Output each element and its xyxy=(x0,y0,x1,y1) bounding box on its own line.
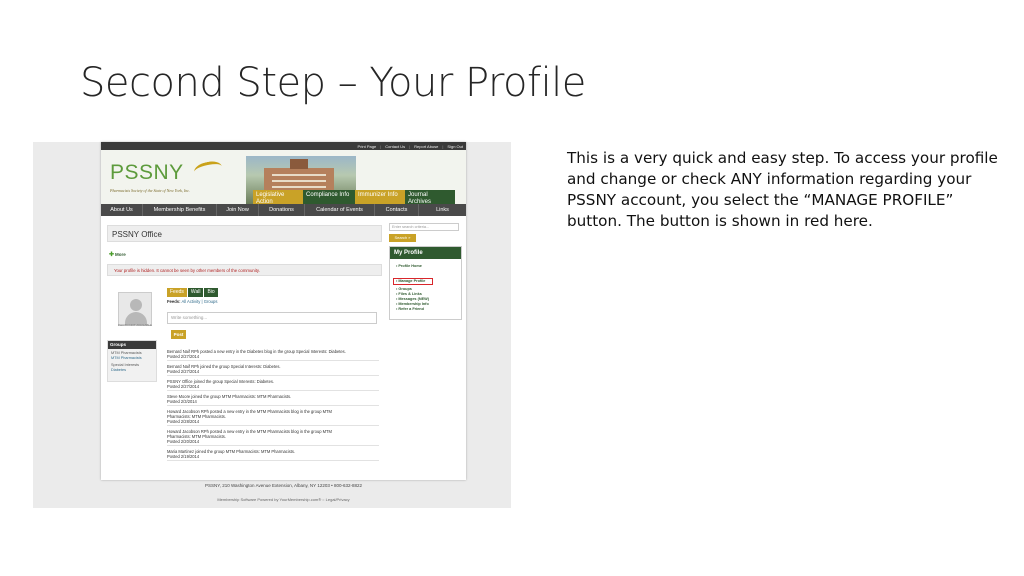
nav-about-us[interactable]: About Us xyxy=(101,204,143,216)
feed-item-date: Posted 2/28/2014 xyxy=(167,419,200,424)
plus-icon: ✚ xyxy=(109,252,115,258)
groups-link[interactable]: MTM Pharmacists xyxy=(111,355,142,360)
feed-item-text[interactable]: Bernard Naif RPh joined the group Special Interests: Diabetes. xyxy=(167,364,281,369)
avatar-head-icon xyxy=(130,299,142,311)
feed-item xyxy=(167,348,379,361)
contact-us-link[interactable]: Contact Us xyxy=(385,143,406,149)
tile-compliance-info[interactable]: Compliance Info xyxy=(303,190,355,204)
write-something-input[interactable]: Write something... xyxy=(167,312,377,324)
more-label: More xyxy=(115,252,126,257)
feed-item-date: Posted 2/27/2014 xyxy=(167,354,200,359)
feeds-filter-label: Feeds: xyxy=(167,299,181,304)
site-footer-powered-by[interactable]: Membership Software Powered by YourMembership.com® :: Legal/Privacy xyxy=(217,497,350,502)
feed-item-text-continued[interactable]: Pharmacists: MTM Pharmacists. xyxy=(167,414,226,419)
my-profile-menu-item[interactable]: • Profile Home xyxy=(396,264,422,268)
tile-immunizer-info[interactable]: Immunizer Info xyxy=(355,190,405,204)
site-main-nav xyxy=(101,204,466,216)
tile-journal-archives[interactable]: Journal Archives xyxy=(405,190,455,204)
sign-out-link[interactable]: Sign Out xyxy=(447,143,463,149)
tile-legislative-action[interactable]: Legislative Action xyxy=(253,190,303,204)
feed-item-date: Posted 2/3/2014 xyxy=(167,399,197,404)
topbar-separator: | xyxy=(380,143,382,149)
feed-item-text[interactable]: PSSNY Office joined the group Special Interests: Diabetes. xyxy=(167,379,275,384)
groups-category: MTM Pharmacists xyxy=(111,351,142,355)
feed-item-date: Posted 2/27/2014 xyxy=(167,369,200,374)
profile-hidden-message: Your profile is hidden. It cannot be seen by other members of the community. xyxy=(107,264,382,276)
my-profile-menu xyxy=(390,259,461,312)
feed-item-text[interactable]: Bernard Naif RPh posted a new entry in the Diabetes blog in the group Special Interests: Diabetes. xyxy=(167,349,346,354)
slide-body-text: This is a very quick and easy step. To access your profile and change or check ANY information regarding your PSSNY account, you select the “MANAGE PROFILE” button. The button is shown in red here. xyxy=(567,149,998,230)
more-button[interactable] xyxy=(109,251,126,258)
my-profile-panel xyxy=(389,246,462,320)
site-footer-address: PSSNY, 210 Washington Avenue Extension, Albany, NY 12203 • 800-632-8822 xyxy=(205,483,362,488)
my-profile-menu-item[interactable]: • Files & Links xyxy=(396,292,422,296)
my-profile-menu-item[interactable]: • Messages (NEW) xyxy=(396,297,429,301)
post-button[interactable]: Post xyxy=(171,330,186,339)
topbar-separator: | xyxy=(442,143,444,149)
tab-feeds[interactable]: Feeds xyxy=(167,288,187,297)
nav-donations[interactable]: Donations xyxy=(259,204,305,216)
feed-item-text[interactable]: Maria Martinez joined the group MTM Pharmacists: MTM Pharmacists. xyxy=(167,449,296,454)
feed-item-date: Posted 2/27/2014 xyxy=(167,384,200,389)
my-profile-menu-item[interactable]: • Refer a Friend xyxy=(396,307,424,311)
tab-bio[interactable]: Bio xyxy=(204,288,217,297)
activity-feed xyxy=(167,348,379,463)
feed-item xyxy=(167,448,379,461)
groups-link[interactable]: Diabetes xyxy=(111,367,126,372)
feed-item xyxy=(167,378,379,391)
feeds-filter-links[interactable]: All Activity | Groups xyxy=(181,299,218,304)
my-profile-title: My Profile xyxy=(390,247,461,259)
feed-item-text-continued[interactable]: Pharmacists: MTM Pharmacists. xyxy=(167,434,226,439)
feed-item-text[interactable]: Howard Jacobson RPh posted a new entry in the MTM Pharmacists blog in the group MTM xyxy=(167,409,332,414)
print-page-link[interactable]: Print Page xyxy=(357,143,377,149)
feeds-filter xyxy=(167,299,217,304)
feed-item-date: Posted 2/19/2014 xyxy=(167,454,200,459)
feed-item xyxy=(167,393,379,406)
pssny-logo[interactable]: PSSNY xyxy=(110,161,184,184)
page-title: PSSNY Office xyxy=(112,230,162,239)
groups-category: Special Interests xyxy=(111,363,140,368)
avatar-caption: PHOTO NOT AVAILABLE xyxy=(117,323,153,327)
nav-links[interactable]: Links xyxy=(436,207,449,213)
profile-tabs xyxy=(167,288,218,297)
nav-membership-benefits[interactable]: Membership Benefits xyxy=(143,204,217,216)
logo-tagline: Pharmacists Society of the State of New York, Inc. xyxy=(110,188,191,193)
report-abuse-link[interactable]: Report Abuse xyxy=(414,143,439,149)
site-topbar xyxy=(101,142,466,150)
my-profile-menu-item[interactable]: • Membership Info xyxy=(396,302,429,306)
embedded-website-screenshot xyxy=(101,142,466,480)
topbar-separator: | xyxy=(409,143,411,149)
groups-panel xyxy=(107,340,157,382)
feed-item-text[interactable]: Steve Moore joined the group MTM Pharmacists: MTM Pharmacists. xyxy=(167,394,292,399)
site-header xyxy=(101,150,466,204)
nav-calendar-of-events[interactable]: Calendar of Events xyxy=(305,204,375,216)
search-input[interactable]: Enter search criteria... xyxy=(389,223,459,231)
feed-item-text[interactable]: Howard Jacobson RPh posted a new entry in the MTM Pharmacists blog in the group MTM xyxy=(167,429,332,434)
feed-item xyxy=(167,428,379,446)
logo-swoosh-icon xyxy=(193,159,223,179)
office-title-box xyxy=(107,225,382,242)
header-tiles xyxy=(253,190,455,204)
groups-panel-title: Groups xyxy=(108,341,156,349)
feed-item-date: Posted 2/20/2014 xyxy=(167,439,200,444)
search-button[interactable]: Search » xyxy=(389,234,416,242)
manage-profile-link[interactable]: • Manage Profile xyxy=(394,279,432,284)
nav-join-now[interactable]: Join Now xyxy=(217,204,259,216)
my-profile-menu-item[interactable]: • Groups xyxy=(396,287,412,291)
tab-wall[interactable]: Wall xyxy=(188,288,204,297)
feed-item xyxy=(167,408,379,426)
feed-item xyxy=(167,363,379,376)
slide-title: Second Step – Your Profile xyxy=(80,60,586,106)
nav-contacts[interactable]: Contacts xyxy=(375,204,419,216)
avatar xyxy=(118,292,152,326)
